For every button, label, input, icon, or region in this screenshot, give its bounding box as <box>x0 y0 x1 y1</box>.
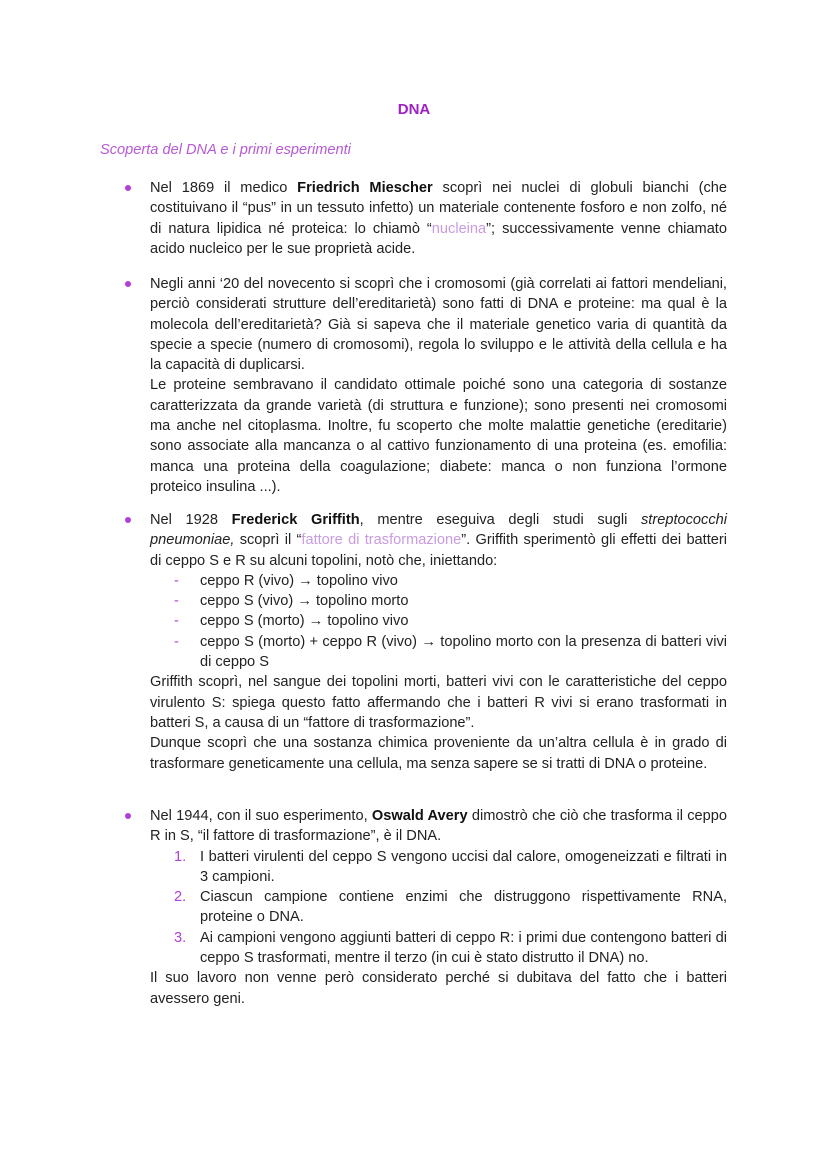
bullet-dot <box>125 185 131 191</box>
numbered-list <box>150 847 727 969</box>
section-subtitle: Scoperta del DNA e i primi esperimenti <box>100 142 351 158</box>
page-title: DNA <box>397 101 431 118</box>
bullet-avery <box>150 806 727 1009</box>
highlight-term: nucleina <box>431 220 487 237</box>
paragraph: Nel 1944, con il suo esperimento, Oswald Avery dimostrò che ciò che trasforma il ceppo R in S, “il fattore di trasformazione”, è il DNA. <box>150 808 727 845</box>
paragraph: Griffith scoprì, nel sangue dei topolini morti, batteri vivi con le caratteristiche del ceppo virulento S: spiega questo fatto affermando che i batteri R vivi si erano trasformati in batteri S, a causa di un “fattore di trasformazione”. <box>150 674 727 731</box>
scientist-name: Oswald Avery <box>371 808 468 824</box>
paragraph: Negli anni ‘20 del novecento si scoprì che i cromosomi (già correlati ai fattori mendeliani, perciò considerati strutture dell’ereditarietà) sono fatti di DNA e proteine: ma qual è la molecola dell’ereditarietà? Già si sapeva che il materiale genetico varia di quantità da specie a specie (numero di cromosomi), regola lo sviluppo e le attività della cellula e ha la capacità di duplicarsi. <box>150 276 727 374</box>
paragraph: Nel 1928 Frederick Griffith, mentre eseguiva degli studi sugli streptococchi pneumoniae, scoprì il “fattore di trasformazione”. Griffith sperimentò gli effetti dei batteri di ceppo S e R su alcuni topolini, notò che, iniettando: <box>150 512 728 569</box>
list-item: - ceppo S (morto) → topolino vivo <box>174 613 409 630</box>
bullet-miescher <box>150 178 727 259</box>
species-name: streptococchi pneumoniae, <box>150 512 727 549</box>
list-item: - ceppo R (vivo) → topolino vivo <box>174 572 398 589</box>
paragraph: Dunque scoprì che una sostanza chimica proveniente da un’altra cellula è in grado di trasformare geneticamente una cellula, ma senza sapere se si tratti di DNA o proteine. <box>150 735 727 772</box>
list-item: 3. Ai campioni vengono aggiunti batteri di ceppo R: i primi due contengono batteri di ceppo S trasformati, mentre il terzo (in cui è stato distrutto il DNA) no. <box>174 929 727 967</box>
scientist-name: Frederick Griffith <box>231 512 360 528</box>
list-item: - ceppo S (morto) + ceppo R (vivo) → topolino morto con la presenza di batteri vivi di ceppo S <box>174 633 727 671</box>
bullet-dot <box>125 517 131 523</box>
bullet-cromosomi <box>150 274 727 497</box>
list-item: 2. Ciascun campione contiene enzimi che distruggono rispettivamente RNA, proteine o DNA. <box>174 889 727 926</box>
list-item: - ceppo S (vivo) → topolino morto <box>174 593 409 610</box>
highlight-term: fattore di trasformazione <box>301 532 462 549</box>
bullet-dot <box>125 281 131 287</box>
paragraph: Le proteine sembravano il candidato ottimale poiché sono una categoria di sostanze caratterizzata da grande varietà (di struttura e funzione); sono presenti nei cromosomi ma anche nel citoplasma. Inoltre, fu scoperto che molte malattie genetiche (ereditarie) sono associate alla mancanza o al cattivo funzionamento di una proteina (es. emofilia: manca una proteina della coagulazione; diabete: manca o non funziona l’ormone proteico insulina ...). <box>150 377 727 495</box>
experiment-list <box>150 571 727 672</box>
scientist-name: Friedrich Miescher <box>297 180 433 196</box>
paragraph: Nel 1869 il medico Friedrich Miescher scoprì nei nuclei di globuli bianchi (che costituivano il “pus” in un tessuto infetto) un materiale contenente fosforo e non zolfo, né di natura lipidica né proteica: lo chiamò “nucleina”; successivamente venne chiamato acido nucleico per le sue proprietà acide. <box>150 180 727 257</box>
bullet-dot <box>125 813 131 819</box>
bullet-griffith <box>150 510 727 774</box>
paragraph: Il suo lavoro non venne però considerato perché si dubitava del fatto che i batteri avessero geni. <box>150 970 727 1007</box>
list-item: 1. I batteri virulenti del ceppo S vengono uccisi dal calore, omogeneizzati e filtrati in 3 campioni. <box>174 848 727 885</box>
